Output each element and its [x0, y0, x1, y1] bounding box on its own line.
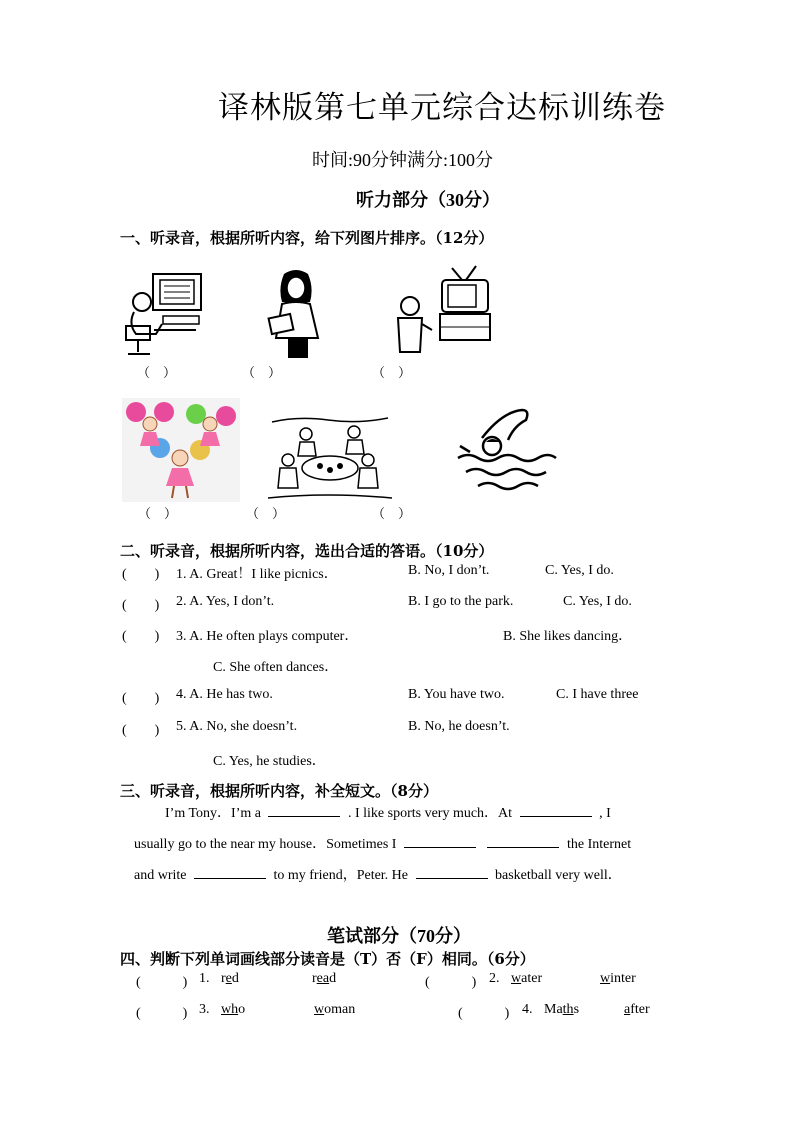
- time-info: 时间:90分钟满分:100分: [312, 150, 494, 170]
- q2-option-a: 2. A. Yes, I don’t.: [176, 594, 275, 609]
- q5-option-c: C. Yes, he studies．: [213, 754, 326, 769]
- picture5-mark: （ ）: [246, 506, 286, 521]
- blank-6[interactable]: [416, 866, 488, 879]
- s4-item1-num: 1.: [199, 971, 210, 986]
- dancing-girls-picture: [122, 398, 240, 502]
- s4-item4-paren: ( ): [458, 1006, 510, 1021]
- q4-option-c: C. I have three: [556, 687, 639, 702]
- q5-paren: ( ): [122, 723, 160, 738]
- picnic-picture: [268, 412, 392, 502]
- s4-item2-word1: water: [511, 971, 543, 986]
- s4-item3-word2: woman: [314, 1002, 356, 1017]
- section1-heading: 一、听录音，根据所听内容，给下列图片排序。（12分）: [120, 229, 494, 247]
- s4-item3-num: 3.: [199, 1002, 210, 1017]
- s4-item3-paren: ( ): [136, 1006, 188, 1021]
- blank-4[interactable]: [487, 835, 559, 848]
- passage-line1-b: . I like sports very much．At: [347, 806, 513, 821]
- q1-option-b: B. No, I don’t.: [408, 563, 490, 578]
- s4-item2-paren: ( ): [425, 975, 477, 990]
- passage-line1: [165, 802, 611, 822]
- q2-option-c: C. Yes, I do.: [563, 594, 632, 609]
- q3-option-c: C. She often dances．: [213, 660, 339, 675]
- computer-picture: [118, 268, 208, 360]
- passage-line1-c: , I: [599, 806, 611, 821]
- blank-1[interactable]: [268, 804, 340, 817]
- swimming-picture: [452, 406, 558, 502]
- passage-line3-c: basketball very well．: [495, 868, 622, 883]
- passage-line1-a: I’m Tony．I’m a: [165, 806, 261, 821]
- s4-item2-word2: winter: [600, 971, 636, 986]
- page-title: 译林版第七单元综合达标训练卷: [218, 90, 666, 125]
- picture4-mark: （ ）: [138, 506, 178, 521]
- passage-line3-a: and write: [134, 868, 187, 883]
- s4-item1-word1: red: [221, 971, 239, 986]
- passage-line2-b: the Internet: [566, 837, 632, 852]
- watching-tv-picture: [384, 264, 496, 360]
- s4-item3-word1: who: [221, 1002, 246, 1017]
- s4-item4-word1: Maths: [544, 1002, 580, 1017]
- q1-paren: ( ): [122, 567, 160, 582]
- listening-heading: 听力部分（30分）: [356, 190, 500, 210]
- reading-girl-picture: [266, 268, 328, 362]
- q1-option-c: C. Yes, I do.: [545, 563, 614, 578]
- q2-option-b: B. I go to the park.: [408, 594, 514, 609]
- passage-line2: [134, 833, 631, 853]
- blank-5[interactable]: [194, 866, 266, 879]
- s4-item1-word2: read: [312, 971, 337, 986]
- picture3-mark: （ ）: [372, 365, 412, 380]
- s4-item4-word2: after: [624, 1002, 650, 1017]
- s4-item4-num: 4.: [522, 1002, 533, 1017]
- passage-line3: [134, 864, 622, 884]
- picture6-mark: （ ）: [372, 506, 412, 521]
- q3-paren: ( ): [122, 629, 160, 644]
- q4-option-b: B. You have two.: [408, 687, 505, 702]
- section3-heading: 三、听录音，根据所听内容，补全短文。（8分）: [120, 782, 438, 800]
- passage-line2-a: usually go to the near my house．Sometimes I: [134, 837, 397, 852]
- s4-item1-paren: ( ): [136, 975, 188, 990]
- section2-heading: 二、听录音，根据所听内容，选出合适的答语。（10分）: [120, 542, 494, 560]
- q3-option-b: B. She likes dancing．: [503, 629, 633, 644]
- picture1-mark: （ ）: [137, 365, 177, 380]
- section4-heading: 四、判断下列单词画线部分读音是（T）否（F）相同。（6分）: [120, 950, 535, 968]
- picture2-mark: （ ）: [242, 365, 282, 380]
- q5-option-a: 5. A. No, she doesn’t.: [176, 719, 298, 734]
- blank-2[interactable]: [520, 804, 592, 817]
- q1-option-a: 1. A. Great！I like picnics．: [176, 567, 338, 582]
- blank-3[interactable]: [404, 835, 476, 848]
- writing-heading: 笔试部分（70分）: [327, 926, 471, 946]
- s4-item2-num: 2.: [489, 971, 500, 986]
- q3-option-a: 3. A. He often plays computer．: [176, 629, 359, 644]
- q5-option-b: B. No, he doesn’t.: [408, 719, 510, 734]
- q4-option-a: 4. A. He has two.: [176, 687, 273, 702]
- q2-paren: ( ): [122, 598, 160, 613]
- passage-line3-b: to my friend，Peter. He: [273, 868, 409, 883]
- q4-paren: ( ): [122, 691, 160, 706]
